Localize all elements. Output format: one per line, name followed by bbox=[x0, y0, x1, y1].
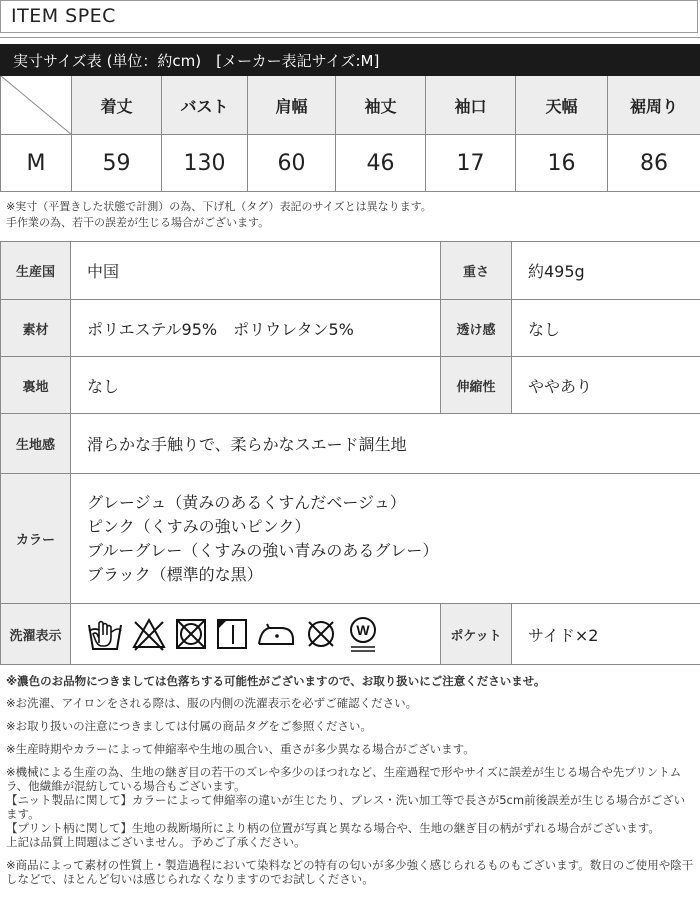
material-value: ポリエステル95% ポリウレタン5% bbox=[71, 300, 441, 357]
origin-value: 中国 bbox=[71, 242, 441, 300]
material-label: 素材 bbox=[1, 300, 71, 357]
header-shoulder: 肩幅 bbox=[248, 76, 336, 135]
size-table bbox=[0, 44, 700, 192]
header-bust: バスト bbox=[162, 76, 248, 135]
color-item: ブラック（標準的な黒） bbox=[87, 564, 263, 584]
line-dry-shade-icon bbox=[215, 616, 249, 652]
value-shoulder: 60 bbox=[248, 135, 336, 192]
page-title: ITEM SPEC bbox=[0, 0, 698, 33]
color-item: ブルーグレー（くすみの強い青みのあるグレー） bbox=[87, 540, 439, 560]
color-list bbox=[71, 474, 700, 604]
care-note: ※生産時期やカラーによって伸縮率や生地の風合い、重さが多少異なる場合がございます。 bbox=[6, 742, 475, 756]
no-dry-clean-icon bbox=[303, 616, 339, 652]
care-note: 上記は品質上問題はございません。予めご了承ください。 bbox=[6, 835, 306, 849]
pocket-label: ポケット bbox=[441, 604, 512, 665]
size-table-corner bbox=[1, 76, 72, 135]
care-note: ※濃色のお品物につきましては色落ちする可能性がございますので、お取り扱いにご注意くださいませ。 bbox=[6, 674, 546, 688]
corner-diagonal bbox=[1, 76, 72, 135]
wet-clean-icon bbox=[345, 614, 381, 654]
care-note: ※商品によって素材の性質上・製造過程において染料などの特有の匂いが多少強く感じられるものもございます。数日のご使用や陰干しなどで、ほとんど匂いは感じられなくなりますのでお試しください。 bbox=[6, 858, 694, 886]
sheer-value: なし bbox=[512, 300, 700, 357]
care-note: ※お取り扱いの注意につきましては付属の商品タグをご参照ください。 bbox=[6, 719, 372, 733]
header-sleeve-length: 袖丈 bbox=[336, 76, 426, 135]
value-hem: 86 bbox=[608, 135, 700, 192]
sheer-label: 透け感 bbox=[441, 300, 512, 357]
stretch-value: ややあり bbox=[512, 357, 700, 414]
texture-value: 滑らかな手触りで、柔らかなスエード調生地 bbox=[71, 414, 700, 474]
header-cuff: 袖口 bbox=[426, 76, 516, 135]
weight-value: 約495g bbox=[512, 242, 700, 300]
care-note: ※機械による生産の為、生地の継ぎ目の若干のズレや多少のほつれなど、生産過程で形やサイズに誤差が生じる場合や先プリントムラ、他繊維が混紡している場合もございます。 bbox=[6, 765, 682, 793]
origin-label: 生産国 bbox=[1, 242, 71, 300]
lining-value: なし bbox=[71, 357, 441, 414]
care-note: 【プリント柄に関して】生地の裁断場所により柄の位置が写真と異なる場合や、生地の継ぎ目の柄がずれる場合がございます。 bbox=[6, 821, 660, 835]
value-length: 59 bbox=[72, 135, 162, 192]
pocket-value: サイド×2 bbox=[512, 604, 700, 665]
hand-wash-icon bbox=[85, 615, 125, 653]
care-note: 【ニット製品に関して】カラーによって伸縮率の違いが生じたり、プレス・洗い加工等で長さが5cm前後誤差が生じる場合がございます。 bbox=[6, 793, 686, 821]
wash-icons-cell bbox=[71, 604, 441, 665]
color-item: グレージュ（黄みのあるくすんだベージュ） bbox=[87, 492, 406, 512]
care-notes bbox=[6, 674, 696, 886]
measurement-notes bbox=[6, 199, 432, 231]
header-neck-width: 天幅 bbox=[516, 76, 608, 135]
measurement-note: 手作業の為、若干の誤差が生じる場合がございます。 bbox=[6, 216, 270, 229]
wash-label: 洗濯表示 bbox=[1, 604, 71, 665]
header-length: 着丈 bbox=[72, 76, 162, 135]
no-bleach-icon bbox=[131, 616, 167, 652]
header-hem: 裾周り bbox=[608, 76, 700, 135]
wet-clean-letter: W bbox=[356, 622, 370, 638]
stretch-label: 伸縮性 bbox=[441, 357, 512, 414]
weight-label: 重さ bbox=[441, 242, 512, 300]
no-tumble-dry-icon bbox=[173, 616, 209, 652]
table-row bbox=[1, 135, 700, 192]
measurement-note: ※実寸（平置きした状態で計測）の為、下げ札（タグ）表記のサイズとは異なります。 bbox=[6, 200, 432, 213]
color-label: カラー bbox=[1, 474, 71, 604]
size-label: M bbox=[1, 135, 72, 192]
value-neck-width: 16 bbox=[516, 135, 608, 192]
color-item: ピンク（くすみの強いピンク） bbox=[87, 516, 311, 536]
lining-label: 裏地 bbox=[1, 357, 71, 414]
care-note: ※お洗濯、アイロンをされる際は、服の内側の洗濯表示を必ずご確認ください。 bbox=[6, 696, 418, 710]
iron-low-icon bbox=[255, 616, 297, 652]
size-table-caption: 実寸サイズ表 (単位：約cm) [メーカー表記サイズ:M] bbox=[1, 45, 700, 76]
value-bust: 130 bbox=[162, 135, 248, 192]
value-sleeve-length: 46 bbox=[336, 135, 426, 192]
value-cuff: 17 bbox=[426, 135, 516, 192]
spec-table bbox=[0, 241, 700, 665]
texture-label: 生地感 bbox=[1, 414, 71, 474]
title-divider bbox=[0, 37, 700, 38]
